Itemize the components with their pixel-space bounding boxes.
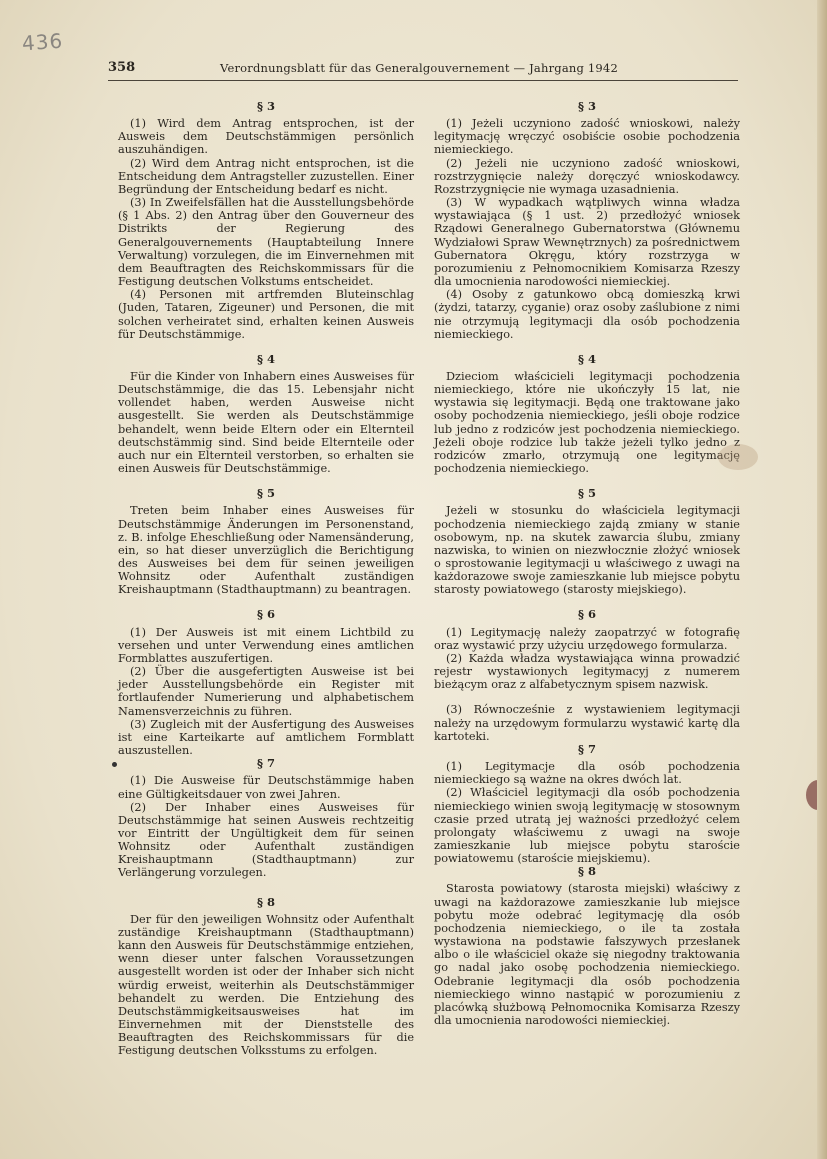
section-heading: § 8 [577, 864, 597, 879]
paragraph: Starosta powiatowy (starosta miejski) właściwy z uwagi na każdorazowe zamieszkanie lub miejsce pobytu może odebrać legitymację dla osób pochodzenia niemieckiego, o ile ta została wystawiona na podstawie fałszywych przesłanek albo o ile właściciel okaże się niegodny traktowania go nadal jako osobę pochodzenia niemieckiego. Odebranie legitymacji dla osób pochodzenia niemieckiego winno nastąpić w porozumieniu z placówką służbową Pełnomocnika Komisarza Rzeszy dla umocnienia narodowości niemieckiej. [434, 882, 740, 1027]
paragraph: (4) Personen mit artfremden Bluteinschlag (Juden, Tataren, Zigeuner) und Personen, die mit solchen verheiratet sind, erhalten keinen Ausweis für Deutschstämmige. [118, 288, 414, 341]
paragraph: (2) Właściciel legitymacji dla osób pochodzenia niemieckiego winien swoją legitymację w stosownym czasie przed utratą jej ważności przedłożyć celem prolongaty właściwemu z uwagi na swoje zamieszkanie lub miejsce pobytu staroście powiatowemu (staroście miejskiemu). [434, 786, 740, 866]
stain-mark [718, 444, 758, 470]
paragraph: (2) Jeżeli nie uczyniono zadość wnioskowi, rozstrzygnięcie należy doręczyć wnioskodawcy. Rozstrzygnięcie nie wymaga uzasadnienia. [434, 156, 740, 196]
paragraph: (2) Wird dem Antrag nicht entsprochen, ist die Entscheidung dem Antragsteller zuzustellen. Einer Begründung der Entscheidung bedarf es nicht. [118, 156, 414, 196]
paragraph: (2) Der Inhaber eines Ausweises für Deutschstämmige hat seinen Ausweis rechtzeitig vor Eintritt der Ungültigkeit dem für seinen Wohnsitz oder Aufenthalt zuständigen Kreishauptmann (Stadthauptmann) zur Verlängerung vorzulegen. [118, 800, 414, 880]
section-heading: § 5 [577, 486, 597, 501]
paragraph: (1) Jeżeli uczyniono zadość wnioskowi, należy legitymację wręczyć osobiście osobie pochodzenia niemieckiego. [434, 117, 740, 157]
paragraph: (4) Osoby z gatunkowo obcą domieszką krwi (żydzi, tatarzy, cyganie) oraz osoby zaślubione z nimi nie otrzymują legitymacji dla osób pochodzenia niemieckiego. [434, 288, 740, 341]
paragraph: Für die Kinder von Inhabern eines Ausweises für Deutschstämmige, die das 15. Lebensjahr nicht vollendet haben, werden Ausweise nicht ausgestellt. Sie werden als Deutschstämmige behandelt, wenn beide Eltern oder ein Elternteil deutschstämmig sind. Sind beide Elternteile oder auch nur ein Elternteil verstorben, so erhalten sie einen Ausweis für Deutschstämmige. [118, 369, 414, 476]
paragraph: Treten beim Inhaber eines Ausweises für Deutschstämmige Änderungen im Personenstand, z. B. infolge Eheschließung oder Namensänderung, ein, so hat dieser unverzüglich die Berichtigung des Ausweises bei dem für seinen jeweiligen Wohnsitz oder Aufenthalt zuständigen Kreishauptmann (Stadthauptmann) zu beantragen. [118, 504, 414, 597]
paragraph: (1) Der Ausweis ist mit einem Lichtbild zu versehen und unter Verwendung eines amtlichen Formblattes auszufertigen. [118, 625, 414, 665]
paragraph: (1) Die Ausweise für Deutschstämmige haben eine Gültigkeitsdauer von zwei Jahren. [118, 774, 414, 801]
paragraph: Der für den jeweiligen Wohnsitz oder Aufenthalt zuständige Kreishauptmann (Stadthauptmann) kann den Ausweis für Deutschstämmige entziehen, wenn dieser unter falschen Voraussetzungen ausgestellt worden ist oder der Inhaber sich nicht würdig erweist, weiterhin als Deutschstämmiger behandelt zu werden. Die Entziehung des Deutschstämmigkeitsausweises hat im Einvernehmen mit der Dienststelle des Beauftragten des Reichskommissars für die Festigung deutschen Volksstums zu erfolgen. [118, 912, 414, 1058]
section-heading: § 3 [256, 99, 276, 113]
paragraph: Dzieciom właścicieli legitymacji pochodzenia niemieckiego, które nie ukończyły 15 lat, nie wystawia się legitymacji. Będą one traktowane jako osoby pochodzenia niemieckiego, jeśli oboje rodzice lub jedno z rodziców jest pochodzenia niemieckiego. Jeżeli oboje rodzice lub także jeżeli tylko jedno z rodziców zmarło, otrzymują one legitymację pochodzenia niemieckiego. [434, 369, 740, 476]
paragraph: (1) Legitymację należy zaopatrzyć w fotografię oraz wystawić przy użyciu urzędowego formularza. [434, 625, 740, 652]
paragraph: (3) W wypadkach wątpliwych winna władza wystawiająca (§ 1 ust. 2) przedłożyć wniosek Rządowi Generalnego Gubernatorstwa (Głównemu Wydziałowi Spraw Wewnętrznych) za pośrednictwem Gubernatora Okręgu, który rozstrzyga w porozumieniu z Pełnomocnikiem Komisarza Rzeszy dla umocnienia narodowości niemieckiej. [434, 196, 740, 289]
section-heading: § 6 [577, 607, 597, 622]
running-title: Verordnungsblatt für das Generalgouvernement — Jahrgang 1942 [220, 61, 618, 75]
paragraph: (1) Legitymacje dla osób pochodzenia niemieckiego są ważne na okres dwóch lat. [434, 760, 740, 787]
paragraph: (3) Równocześnie z wystawieniem legitymacji należy na urzędowym formularzu wystawić kartę dla kartoteki. [434, 703, 740, 743]
section-heading: § 5 [256, 486, 276, 501]
ink-dot [112, 762, 117, 767]
page-edge [817, 0, 827, 1159]
paragraph: (3) In Zweifelsfällen hat die Ausstellungsbehörde (§ 1 Abs. 2) den Antrag über den Gouverneur des Distrikts der Regierung des Generalgouvernements (Hauptabteilung Innere Verwaltung) vorzulegen, die im Einvernehmen mit dem Beauftragten des Reichskommissars für die Festigung deutschen Volkstums entscheidet. [118, 196, 414, 289]
paragraph: (2) Każda władza wystawiająca winna prowadzić rejestr wystawionych legitymacyj z numerem bieżącym oraz z alfabetycznym spisem nazwisk. [434, 651, 740, 692]
handwritten-page-note: 436 [21, 28, 64, 56]
paragraph: (2) Über die ausgefertigten Ausweise ist bei jeder Ausstellungsbehörde ein Register mit fortlaufender Numerierung und alphabetischem Namensverzeichnis zu führen. [118, 665, 414, 718]
section-heading: § 7 [256, 756, 276, 771]
paragraph: (3) Zugleich mit der Ausfertigung des Ausweises ist eine Karteikarte auf amtlichem Formblatt auszustellen. [118, 717, 414, 758]
section-heading: § 4 [577, 351, 597, 366]
section-heading: § 3 [577, 99, 597, 113]
paragraph: Jeżeli w stosunku do właściciela legitymacji pochodzenia niemieckiego zajdą zmiany w stanie osobowym, np. na skutek zawarcia ślubu, zmiany nazwiska, to winien on niezwłocznie złożyć wniosek o sprostowanie legitymacji u właściwego z uwagi na każdorazowe swoje zamieszkanie lub miejsce pobytu starosty powiatowego (starosty miejskiego). [434, 504, 740, 597]
section-heading: § 4 [256, 351, 276, 366]
section-heading: § 7 [577, 741, 597, 756]
paragraph: (1) Wird dem Antrag entsprochen, ist der Ausweis dem Deutschstämmigen persönlich auszuhändigen. [118, 117, 414, 157]
polish-column [434, 100, 740, 1027]
page-header [108, 60, 738, 81]
page-number: 358 [108, 60, 136, 75]
german-column [118, 100, 414, 1057]
section-heading: § 8 [256, 894, 276, 909]
section-heading: § 6 [256, 607, 276, 622]
